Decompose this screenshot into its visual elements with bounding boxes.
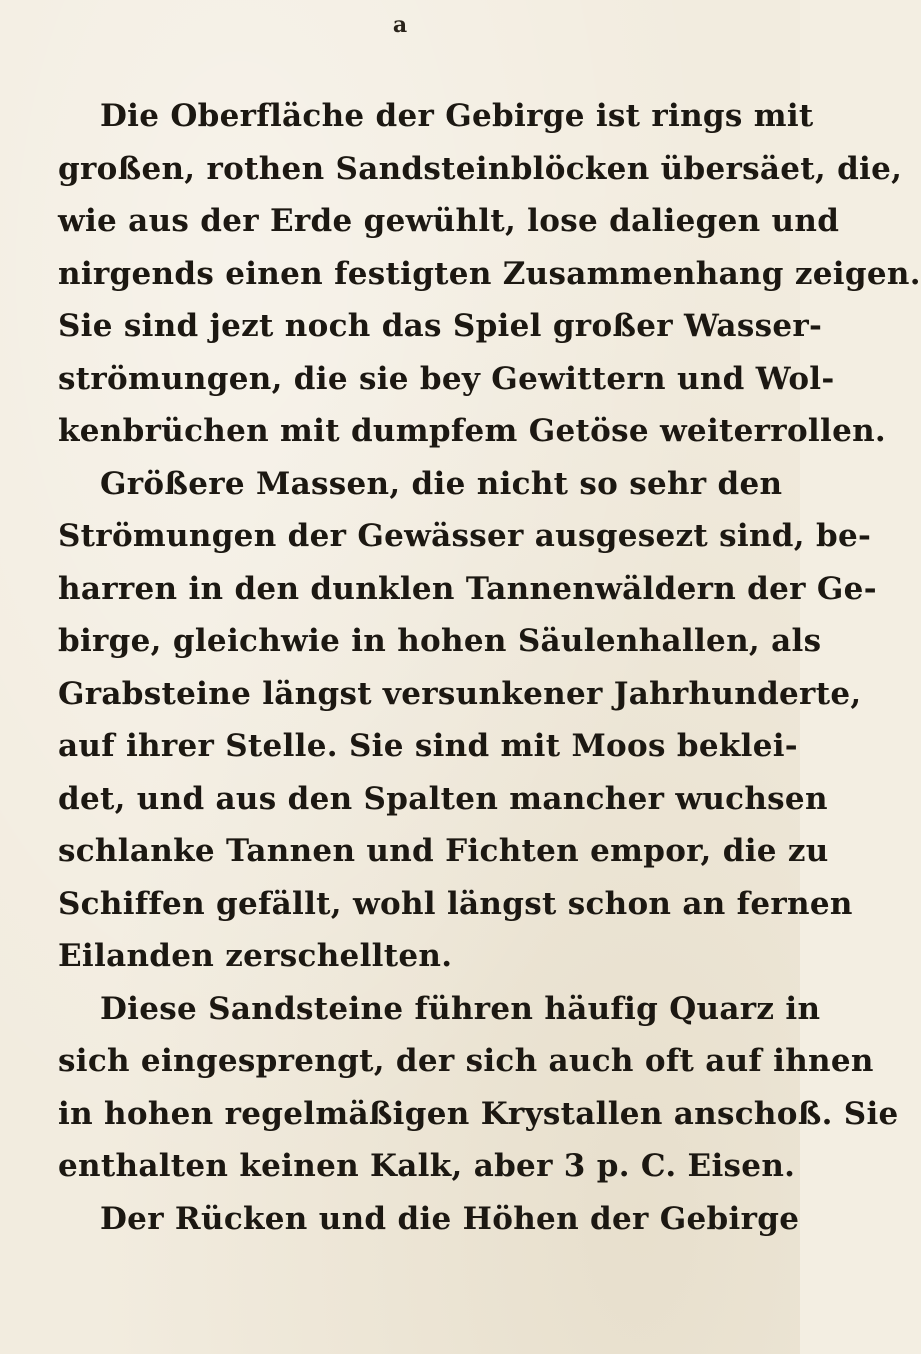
text-line: Größere Massen, die nicht so sehr den	[100, 465, 783, 502]
body-text	[58, 90, 921, 1245]
text-line: Der Rücken und die Höhen der Gebirge	[100, 1200, 800, 1237]
text-line: Die Oberfläche der Gebirge ist rings mit	[100, 98, 814, 134]
text-line: sich eingesprengt, der sich auch oft auf ihnen	[58, 1043, 874, 1079]
text-line: birge, gleichwie in hohen Säulenhallen, als	[58, 623, 822, 659]
text-line: harren in den dunklen Tannenwäldern der Ge-	[58, 570, 877, 607]
text-line: Sie sind jezt noch das Spiel großer Wasser-	[58, 308, 823, 344]
page-marker: a	[392, 12, 408, 38]
text-line: kenbrüchen mit dumpfem Getöse weiterrollen.	[58, 413, 887, 449]
text-line: nirgends einen festigten Zusammenhang zeigen.	[58, 255, 921, 292]
text-line: Eilanden zerschellten.	[58, 938, 453, 974]
text-line: wie aus der Erde gewühlt, lose daliegen und	[58, 203, 840, 239]
text-line: Strömungen der Gewässer ausgesezt sind, be-	[58, 518, 872, 554]
text-line: Grabsteine längst versunkener Jahrhunderte,	[58, 675, 862, 712]
text-line: det, und aus den Spalten mancher wuchsen	[58, 780, 828, 817]
text-line: enthalten keinen Kalk, aber 3 p. C. Eisen.	[58, 1148, 796, 1184]
text-line: großen, rothen Sandsteinblöcken übersäet, die,	[58, 150, 903, 187]
text-line: Schiffen gefällt, wohl längst schon an fernen	[58, 885, 853, 922]
text-line: strömungen, die sie bey Gewittern und Wol-	[58, 360, 835, 397]
text-line: auf ihrer Stelle. Sie sind mit Moos beklei-	[58, 728, 798, 764]
text-line: schlanke Tannen und Fichten empor, die zu	[58, 833, 829, 869]
text-line: in hohen regelmäßigen Krystallen anschoß. Sie	[58, 1095, 899, 1132]
text-line: Diese Sandsteine führen häufig Quarz in	[100, 990, 821, 1027]
